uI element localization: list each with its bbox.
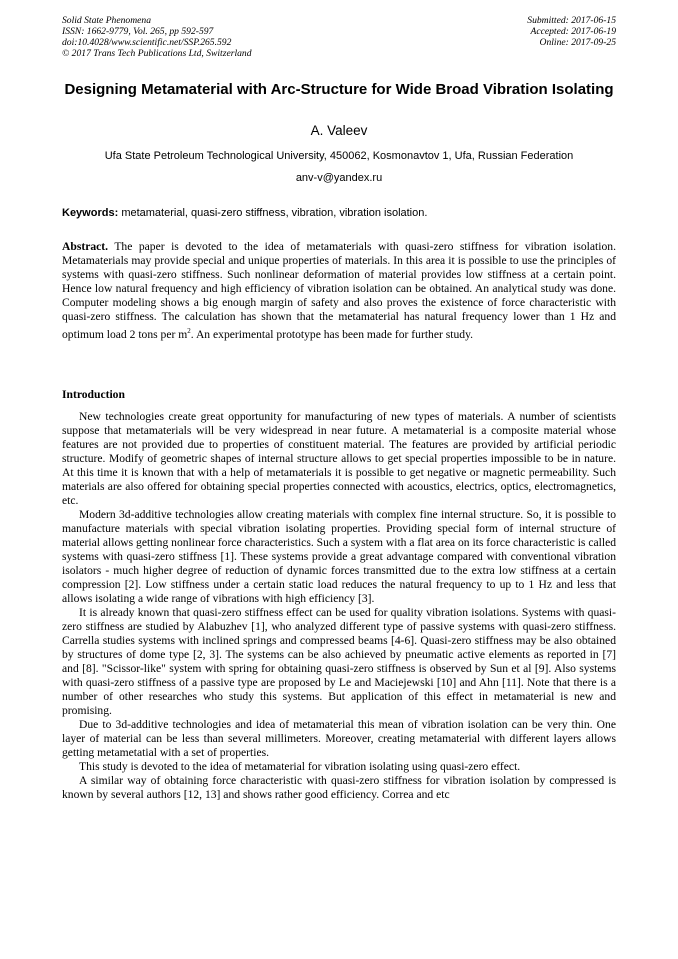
publication-dates (527, 15, 616, 48)
intro-paragraph: New technologies create great opportunity for manufacturing of new types of materials. A number of scientists suppose that metamaterials will be very widespread in near future. A metamaterial is a composite material whose features are not provided due to properties of constituent material. The features are provided by artificial periodic structure. Modify of geometric shapes of internal structure allows to get special properties impossible to be in nature. At this time it is known that with a help of metamaterials it is possible to get negative or magnetic permeability. Such materials are also offered for obtaining special properties connected with acoustics, electrics, optics, electromagnetics, etc. (62, 410, 616, 507)
journal-info (62, 15, 252, 59)
introduction-heading: Introduction (62, 388, 125, 401)
journal-name: Solid State Phenomena (62, 15, 151, 26)
paper-title: Designing Metamaterial with Arc-Structure for Wide Broad Vibration Isolating (64, 81, 614, 98)
intro-paragraph: This study is devoted to the idea of metamaterial for vibration isolating using quasi-zero effect. (79, 760, 521, 773)
accepted-date: Accepted: 2017-06-19 (530, 26, 616, 37)
keywords-line (62, 206, 616, 220)
intro-paragraph: Modern 3d-additive technologies allow creating materials with complex fine internal structure. So, it is possible to manufacture materials with special vibration isolating properties. Providing special form of internal structure of material allows getting nonlinear force characteristics. Such a system with a flat area on its force characteristic is called systems with quasi-zero stiffness [1]. These systems provide a great advantage compared with conventional vibration isolators - much higher degree of reduction of dynamic forces transmitted due to the extra low stiffness at a certain compression [2]. Low stiffness under a certain static load reduces the natural frequency to up to 1 Hz and less that allows isolating a wide range of vibrations with high efficiency [3]. (62, 508, 617, 605)
keywords-label: Keywords: (62, 207, 119, 219)
paper-author: A. Valeev (310, 123, 368, 138)
abstract-tail: . An experimental prototype has been made for further study. (190, 327, 474, 341)
journal-doi: doi:10.4028/www.scientific.net/SSP.265.592 (62, 37, 232, 48)
abstract-label: Abstract. (62, 240, 109, 253)
keywords-text: metamaterial, quasi-zero stiffness, vibration, vibration isolation. (121, 207, 428, 219)
journal-copyright: © 2017 Trans Tech Publications Ltd, Switzerland (62, 48, 252, 59)
introduction-body (62, 410, 616, 802)
submitted-date: Submitted: 2017-06-15 (527, 15, 616, 26)
abstract-text: The paper is devoted to the idea of metamaterials with quasi-zero stiffness for vibration isolation. Metamaterials may provide special and unique properties of materials. In this area it is possible to use the principles of systems with quasi-zero stiffness. Such nonlinear deformation of material provides low stiffness at a certain point. Hence low natural frequency and high efficiency of vibration isolation can be obtained. An analytical study was done. Computer modeling shows a big enough margin of safety and also proves the existence of force characteristic with quasi-zero stiffness. The calculation has shown that the metamaterial has natural frequency lower than 1 Hz and optimum load 2 tons per m (62, 240, 616, 341)
intro-paragraph: It is already known that quasi-zero stiffness effect can be used for quality vibration isolations. Systems with quasi-zero stiffness are studied by Alabuzhev [1], who analyzed different type of passive systems with quasi-zero stiffness. Carrella studies systems with inclined springs and compressed beams [4-6]. Quasi-zero stiffness may be also obtained by structures of dome type [2, 3]. The systems can be also achieved by pneumatic active elements as reported in [7] and [8]. "Scissor-like" system with spring for obtaining quasi-zero stiffness is observed by Sun et al [9]. Also systems with quasi-zero stiffness of a passive type are proposed by Le and Maciejewski [10] and Ahn [11]. Note that there is a number of other researches who study this systems. But application of this effect in metamaterial is new and promising. (62, 606, 616, 717)
author-affiliation: Ufa State Petroleum Technological University, 450062, Kosmonavtov 1, Ufa, Russian Federation (104, 150, 574, 162)
intro-paragraph: Due to 3d-additive technologies and idea of metamaterial this mean of vibration isolation can be very thin. One layer of material can be less than several millimeters. Moreover, creating metamaterial with different layers allows getting metametatial with a set of properties. (62, 718, 616, 759)
abstract-superscript: 2 (187, 327, 191, 335)
abstract-section (62, 240, 616, 342)
journal-issn: ISSN: 1662-9779, Vol. 265, pp 592-597 (62, 26, 214, 37)
author-email: anv-v@yandex.ru (295, 172, 383, 184)
intro-paragraph: A similar way of obtaining force characteristic with quasi-zero stiffness for vibration isolation by compressed is known by several authors [12, 13] and shows rather good efficiency. Correa and etc (62, 774, 616, 801)
online-date: Online: 2017-09-25 (539, 37, 616, 48)
